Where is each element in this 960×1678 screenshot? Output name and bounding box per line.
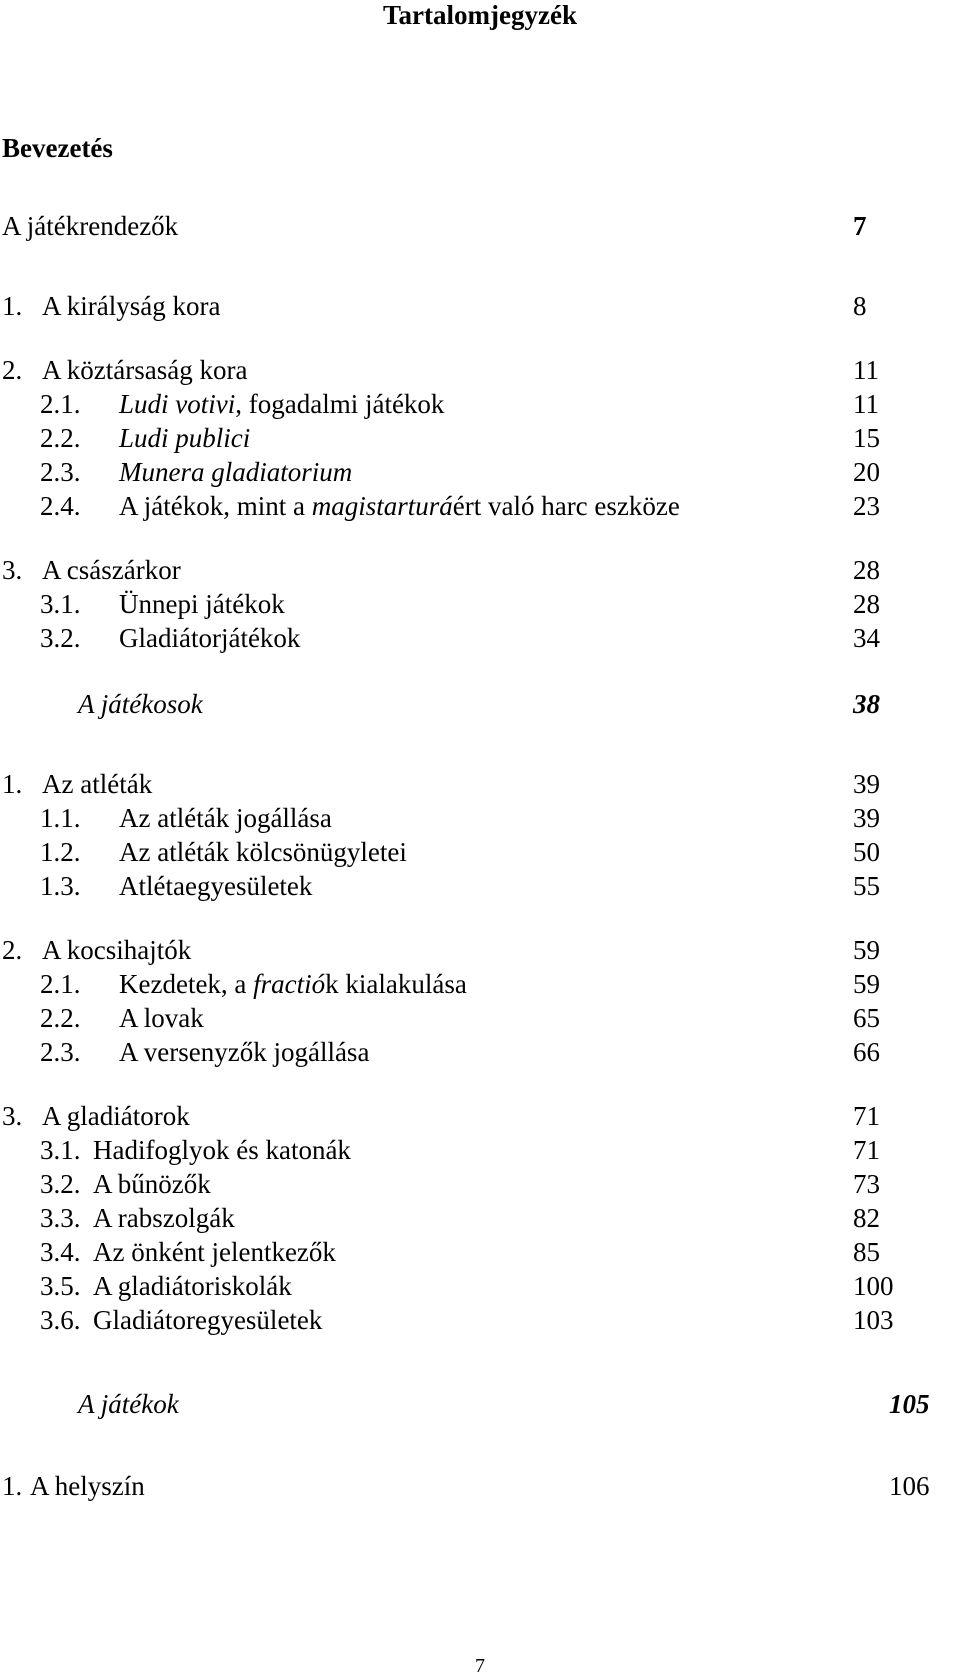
toc-entry xyxy=(0,1200,960,1236)
toc-entry xyxy=(0,1000,960,1036)
toc-page: 34 xyxy=(853,623,880,653)
toc-number: 3.2. xyxy=(40,1169,81,1199)
toc-label: A versenyzők jogállása xyxy=(119,1037,370,1067)
toc-number: 3.5. xyxy=(40,1271,81,1301)
toc-entry xyxy=(0,766,960,802)
toc-label: Az atléták jogállása xyxy=(119,803,332,833)
toc-label: A lovak xyxy=(119,1003,204,1033)
page-title: Tartalomjegyzék xyxy=(383,0,577,30)
toc-page: 82 xyxy=(853,1203,880,1233)
toc-page: 103 xyxy=(853,1305,894,1335)
toc-number: 2.1. xyxy=(40,969,81,999)
toc-number: 3. xyxy=(2,555,23,585)
toc-entry xyxy=(0,1468,960,1504)
toc-number: 3.1. xyxy=(40,1135,81,1165)
toc-number: 1.1. xyxy=(40,803,81,833)
toc-page: 73 xyxy=(853,1169,880,1199)
toc-number: 3. xyxy=(2,1101,23,1131)
toc-label-start: A játékok, mint a xyxy=(119,491,312,521)
toc-entry xyxy=(0,800,960,836)
toc-label: Az atléták xyxy=(42,769,153,799)
toc-entry xyxy=(0,1268,960,1304)
page-number: 7 xyxy=(475,1655,485,1677)
toc-label: Ünnepi játékok xyxy=(119,589,285,619)
toc-number: 2. xyxy=(2,355,23,385)
toc-page: 55 xyxy=(853,871,880,901)
toc-number: 2.4. xyxy=(40,491,81,521)
toc-label: Gladiátorjátékok xyxy=(119,623,301,653)
toc-page: 59 xyxy=(853,935,880,965)
toc-number: 3.3. xyxy=(40,1203,81,1233)
toc-label-italic: Ludi votivi xyxy=(119,389,236,419)
toc-page: 20 xyxy=(853,457,880,487)
toc-number: 3.6. xyxy=(40,1305,81,1335)
toc-number: 2. xyxy=(2,935,23,965)
toc-number: 2.3. xyxy=(40,457,81,487)
toc-label: A köztársaság kora xyxy=(42,355,248,385)
toc-entry xyxy=(0,932,960,968)
toc-label-rest: k kialakulása xyxy=(325,969,467,999)
toc-page: 39 xyxy=(853,769,880,799)
toc-entry xyxy=(0,1234,960,1270)
toc-entry xyxy=(0,1132,960,1168)
toc-page: 71 xyxy=(853,1135,880,1165)
toc-label: A királyság kora xyxy=(42,291,221,321)
toc-entry xyxy=(0,1166,960,1202)
toc-label xyxy=(119,386,444,422)
toc-page: 11 xyxy=(853,389,879,419)
toc-entry xyxy=(0,966,960,1002)
toc-entry xyxy=(0,834,960,870)
toc-label: Atlétaegyesületek xyxy=(119,871,313,901)
toc-number: 2.2. xyxy=(40,423,81,453)
toc-entry xyxy=(0,288,960,324)
toc-page: 71 xyxy=(853,1101,880,1131)
toc-number: 2.3. xyxy=(40,1037,81,1067)
toc-label xyxy=(119,488,680,524)
toc-number: 1. xyxy=(2,291,23,321)
toc-entry xyxy=(0,868,960,904)
toc-number: 2.2. xyxy=(40,1003,81,1033)
toc-number: 1.2. xyxy=(40,837,81,867)
toc-label: A játékrendezők xyxy=(2,211,179,241)
toc-page: 8 xyxy=(853,291,867,321)
toc-page: 7 xyxy=(853,211,867,241)
toc-number: 3.4. xyxy=(40,1237,81,1267)
toc-label: Az atléták kölcsönügyletei xyxy=(119,837,407,867)
toc-section-heading xyxy=(0,130,960,166)
toc-label-rest: ért való harc eszköze xyxy=(452,491,680,521)
toc-label: A gladiátorok xyxy=(42,1101,190,1131)
toc-page: 28 xyxy=(853,555,880,585)
toc-label: A játékok xyxy=(78,1389,179,1419)
toc-label: Munera gladiatorium xyxy=(119,457,353,487)
toc-label-rest: , fogadalmi játékok xyxy=(235,389,445,419)
toc-label: A császárkor xyxy=(42,555,181,585)
toc-number: 1. xyxy=(2,1471,23,1501)
toc-page: 15 xyxy=(853,423,880,453)
toc-entry xyxy=(0,386,960,422)
toc-page: 66 xyxy=(853,1037,880,1067)
toc-page: 85 xyxy=(853,1237,880,1267)
toc-label: A bűnözők xyxy=(93,1169,211,1199)
toc-entry xyxy=(0,454,960,490)
toc-page: 11 xyxy=(853,355,879,385)
toc-label: Gladiátoregyesületek xyxy=(93,1305,323,1335)
toc-entry xyxy=(0,620,960,656)
toc-entry xyxy=(0,1034,960,1070)
toc-label: Ludi publici xyxy=(119,423,251,453)
toc-label: A rabszolgák xyxy=(93,1203,235,1233)
toc-page: 23 xyxy=(853,491,880,521)
toc-label: Hadifoglyok és katonák xyxy=(93,1135,351,1165)
toc-page: 50 xyxy=(853,837,880,867)
toc-page: 106 xyxy=(889,1471,930,1501)
toc-label: A helyszín xyxy=(30,1471,145,1501)
toc-number: 2.1. xyxy=(40,389,81,419)
toc-entry xyxy=(0,586,960,622)
toc-page: 28 xyxy=(853,589,880,619)
toc-part-heading xyxy=(0,1386,960,1422)
toc-page: 105 xyxy=(889,1389,930,1419)
toc-label: A játékosok xyxy=(78,689,203,719)
toc-page: 38 xyxy=(853,689,880,719)
toc-label: Az önként jelentkezők xyxy=(93,1237,336,1267)
toc-entry xyxy=(0,208,960,244)
toc-number: 1. xyxy=(2,769,23,799)
toc-page: 59 xyxy=(853,969,880,999)
toc-number: 3.1. xyxy=(40,589,81,619)
toc-label: Bevezetés xyxy=(2,133,113,163)
toc-label: A gladiátoriskolák xyxy=(93,1271,292,1301)
toc-entry xyxy=(0,352,960,388)
toc-entry xyxy=(0,420,960,456)
toc-entry xyxy=(0,1098,960,1134)
toc-label-start: Kezdetek, a xyxy=(119,969,254,999)
toc-number: 3.2. xyxy=(40,623,81,653)
toc-label: A kocsihajtók xyxy=(42,935,192,965)
toc-page: 65 xyxy=(853,1003,880,1033)
toc-part-heading xyxy=(0,686,960,722)
toc-page: 100 xyxy=(853,1271,894,1301)
toc-label-italic: fractió xyxy=(253,969,326,999)
toc-page: 39 xyxy=(853,803,880,833)
toc-label xyxy=(119,966,467,1002)
toc-entry xyxy=(0,552,960,588)
toc-entry xyxy=(0,488,960,524)
toc-entry xyxy=(0,1302,960,1338)
toc-number: 1.3. xyxy=(40,871,81,901)
toc-label-italic: magistarturá xyxy=(311,491,453,521)
